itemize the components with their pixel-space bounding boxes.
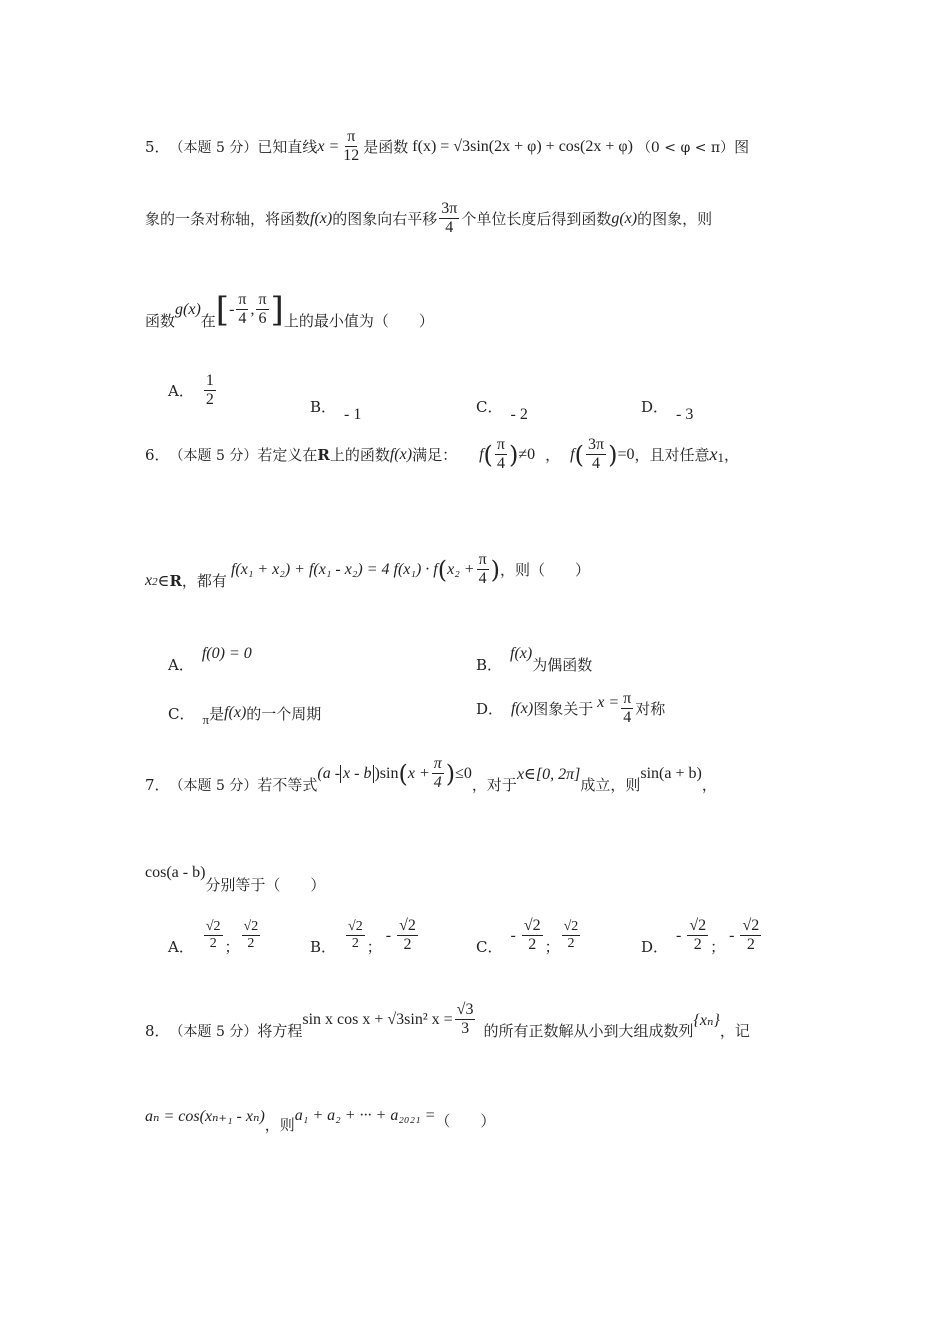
q6-line2-b: ，都有 [181,572,227,590]
q7-option-b[interactable] [310,914,420,957]
option-text: 的一个周期 [246,704,322,723]
option-text: 对称 [635,700,666,719]
option-frac-2 [242,919,261,952]
minus-sign: - [385,926,392,944]
separator: ； [224,938,240,956]
frac-num: π [256,291,268,310]
q6-x1: x [709,444,718,465]
q6-x1-sub: 1 [717,449,724,465]
option-frac-1 [687,917,708,955]
q8-line2-b: （ ） [435,1112,496,1130]
option-text: 为偶函数 [532,656,593,674]
q7-domain: x∈[0, 2π] [516,765,581,783]
q5-fx: f(x) [310,209,333,227]
q6-fx: f(x) [389,445,413,463]
q5-line2 [145,200,712,238]
option-expr: f(x) [224,704,247,721]
frac-num: 3π [586,436,606,455]
q7-cos-expr: cos(a - b) [145,863,206,881]
q5-int-right [256,291,268,329]
q8-text2: 的所有正数解从小到大组成数列 [483,1022,694,1040]
q7-text3: 成立，则 [580,776,641,794]
option-label: D． [641,397,669,416]
paren-right: ) [490,555,501,584]
q5-line1 [145,128,749,166]
frac-num: √2 [242,919,261,936]
q7-option-c[interactable] [476,914,582,957]
q5-condition: （0 < φ < π） [636,139,735,156]
frac-num: π [477,551,489,570]
q6-option-a[interactable] [168,632,252,675]
q6-score: （本题 5 分） [169,447,258,464]
q6-text1: 若定义在 [257,446,318,465]
q8-line2 [145,1096,495,1135]
right-bracket: ] [270,289,284,330]
frac-den: 4 [445,219,454,237]
paren-left: ( [574,440,584,469]
frac-den: 2 [528,936,537,953]
q6-c1-rel: ≠0 [518,445,536,463]
option-frac [204,372,216,410]
q8-line1 [145,998,750,1041]
q6-text4: ，且对任意 [634,446,710,465]
q6-number: 6． [145,446,170,465]
option-label: C． [168,704,195,723]
q7-number: 7． [145,776,170,794]
option-frac-1 [346,919,365,952]
q6-text3: 满足： [412,446,458,465]
option-value: f(0) = 0 [201,644,252,662]
minus-sign: - [510,926,516,944]
q5-int-left [236,291,248,329]
frac-num: √2 [204,919,223,936]
frac-den: 2 [351,936,359,951]
frac-num: √2 [346,919,365,936]
option-value: - 3 [676,406,694,423]
frac-num: π [621,690,633,709]
q5-line3 [145,288,434,331]
q8-sequence: {xₙ} [693,1011,720,1029]
option-frac-1 [522,917,543,955]
q6-in: ∈ [157,572,170,590]
frac-den: 2 [567,936,575,951]
q6-R: R [317,445,330,464]
frac-num: √2 [522,917,543,936]
q7-text2: ，对于 [471,776,517,794]
option-pi: π [202,712,210,727]
frac-den: 2 [205,391,214,409]
q5-option-d[interactable] [641,388,693,424]
frac-den: 4 [478,570,487,587]
frac-den: 12 [343,147,360,165]
q5-gx: g(x) [611,209,638,227]
paren-left: ( [437,555,448,584]
q5-line2-d: 的图象，则 [637,210,713,229]
q5-text1: 已知直线 [257,138,318,157]
paren-right: ) [608,440,618,469]
frac-num: π [236,291,248,310]
q8-definition: aₙ = cos(xₙ₊₁ - xₙ) [145,1107,265,1125]
q6-c2-frac [586,436,606,474]
comma: , [250,300,255,318]
frac-num: √2 [740,917,761,936]
q5-eq1-lhs: x = [317,137,340,155]
option-label: B． [476,656,503,674]
q7-line2 [145,850,325,895]
q5-text3: 图 [734,138,750,157]
option-expr: f(x) [510,644,533,662]
q5-line3-a: 函数 [145,312,176,330]
frac-num: √2 [562,919,581,936]
frac-den: 2 [403,936,412,953]
option-label: D． [641,938,669,956]
q7-line1 [145,752,717,795]
comma: ， [545,446,561,465]
q7-option-d[interactable] [641,914,763,957]
q8-text3: ，记 [719,1022,750,1040]
q5-line2-a: 象的一条对称轴，将函数 [145,210,311,229]
frac-den: 4 [623,709,632,727]
q5-text2: 是函数 [363,138,409,157]
q6-c2-rel: =0 [617,445,635,463]
option-frac-2 [740,917,761,955]
option-value: - 1 [344,406,362,423]
option-label: B． [310,938,337,956]
option-expr: f(x) [511,699,534,717]
paren-right: ) [508,440,519,469]
q7-text1: 若不等式 [257,776,318,794]
option-label: A． [168,382,194,401]
q7-ineq-abs: x - b [340,765,374,783]
frac-num: π [432,755,444,774]
q7-ineq-arg: x + [407,764,430,782]
f-symbol: f [479,445,484,463]
q7-text4: 分别等于（ ） [205,876,326,894]
q5-function: f(x) = √3sin(2x + φ) + cos(2x + φ) [412,137,633,155]
q6-eq-arg: x₂ + [447,560,475,578]
frac-den: 4 [496,455,505,473]
option-label: C． [476,397,503,416]
q6-option-b[interactable] [476,632,592,675]
option-frac-1 [204,919,223,952]
q5-line2-b: 的图象向右平移 [332,210,438,229]
option-label: D． [476,700,504,719]
x2: x2 [145,571,158,589]
q7-option-a[interactable] [168,914,262,957]
q6-option-d[interactable] [476,690,665,728]
q8-score: （本题 5 分） [169,1023,258,1040]
minus-sign: - [729,926,735,944]
frac-den: 2 [247,936,255,951]
q5-line3-c: 上的最小值为（ ） [283,312,434,330]
q6-equation: f(x₁ + x₂) + f(x₁ - x₂) = 4 f(x₁) · f [230,560,438,578]
frac-den: 2 [746,936,755,953]
q8-sum: a₁ + a₂ + ··· + a₂₀₂₁ = [294,1106,436,1124]
q6-R-2: R [169,571,182,590]
q7-ineq-rel: ≤0 [455,764,472,782]
frac-den: 2 [209,936,217,951]
option-frac-2 [562,919,581,952]
minus-sign: - [676,926,682,944]
f-symbol: f [570,445,575,463]
option-text: 图象关于 [533,700,594,719]
separator: ； [544,938,560,956]
q5-line3-b: 在 [200,312,216,330]
q8-text1: 将方程 [257,1022,303,1040]
minus-sign: - [229,300,235,318]
q7-score: （本题 5 分） [169,777,258,794]
frac-num: √3 [455,1001,476,1020]
q5-score: （本题 5 分） [169,139,258,156]
q7-ineq-b: )sin [374,764,399,782]
frac-num: √2 [687,917,708,936]
q6-text2: 上的函数 [329,446,390,465]
q5-option-b[interactable] [310,388,361,424]
q6-c1-frac [495,436,507,474]
option-frac [621,690,633,728]
option-value: - 2 [510,406,528,423]
option-label: C． [476,938,503,956]
q6-eq-frac [477,551,489,589]
frac-num: √2 [397,917,418,936]
q6-line2 [145,548,590,591]
option-label: B． [310,397,337,416]
paren-right: ) [445,759,456,788]
separator: ； [710,938,726,956]
q5-option-a[interactable] [168,372,218,410]
frac-den: 3 [461,1020,470,1037]
q5-line2-c: 个单位长度后得到函数 [461,210,612,229]
frac-den: 4 [592,455,601,473]
separator: ； [366,938,382,956]
paren-left: ( [483,440,493,469]
frac-den: 2 [693,936,702,953]
left-bracket: [ [215,289,230,330]
frac-den: 6 [258,310,267,327]
frac-den: 4 [433,774,442,791]
q7-comma: ， [701,776,717,794]
option-text: 是 [209,704,225,723]
q5-option-c[interactable] [476,388,528,424]
q8-equation: sin x cos x + √3sin² x = [302,1010,453,1028]
option-label: A． [168,938,194,956]
option-x-eq: x = [597,693,620,711]
frac-den: 4 [238,310,247,327]
option-frac-2 [397,917,418,955]
q5-gx-2: g(x) [175,300,201,318]
q5-number: 5． [145,138,170,157]
q8-number: 8． [145,1022,170,1040]
q6-line2-c: ，则（ ） [500,561,591,579]
q5-frac-pi-12 [341,128,361,166]
frac-num: π [345,128,357,147]
frac-num: 1 [204,372,216,391]
q6-line1: 6． （本题 5 分） 若定义在 R 上的函数 f(x) 满足： f ( $\frac{\pi}{4}$ ) ≠0 ， f ( $\frac{3\pi}{4}$ ) =0 ，且对任意 x 1 ， [145,436,739,473]
q8-line2-a: ，则 [264,1116,295,1134]
paren-left: ( [398,759,408,788]
q7-ineq-frac [432,755,444,793]
frac-num: π [495,436,507,455]
frac-num: 3π [439,200,459,219]
q5-shift-frac [439,200,459,238]
q6-option-c[interactable] [168,698,321,728]
q8-rhs-frac [455,1001,476,1039]
q7-ineq-a: (a - [317,764,341,782]
q7-sin-expr: sin(a + b) [640,764,702,782]
option-label: A． [168,656,194,674]
